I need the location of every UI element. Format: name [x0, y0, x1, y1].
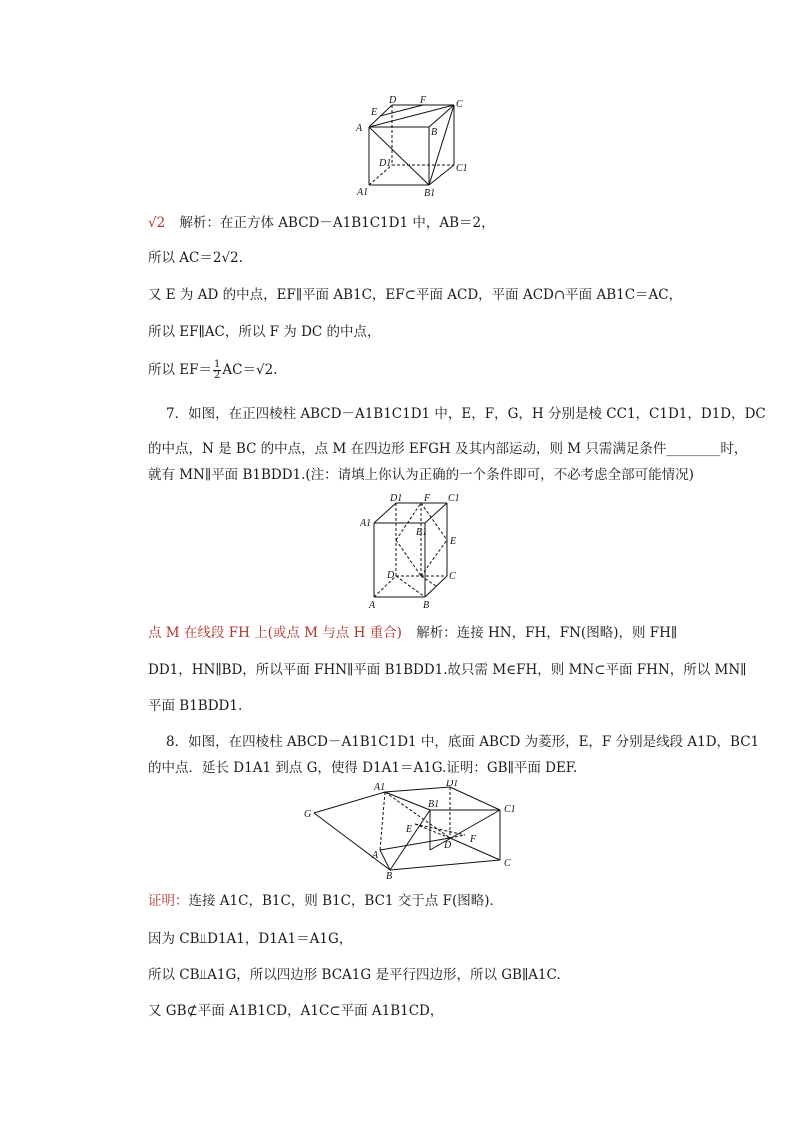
sol8-label: 证明：	[148, 893, 189, 909]
sol7-line1	[148, 624, 677, 642]
label-C: C	[456, 99, 463, 110]
sol7-answer: 点 M 在线段 FH 上(或点 M 与点 H 重合)	[148, 625, 402, 641]
label-C: C	[449, 571, 456, 582]
label-B: B	[386, 871, 393, 880]
sol6-text5a: 所以 EF＝	[148, 362, 213, 378]
sol8-line3: 所以 CB⫫A1G，所以四边形 BCA1G 是平行四边形，所以 GB∥A1C.	[148, 967, 561, 983]
label-D1: D1	[379, 158, 392, 169]
sol6-line2: 所以 AC＝2√2.	[148, 250, 243, 266]
sol6-line3: 又 E 为 AD 的中点，EF∥平面 AB1C，EF⊂平面 ACD，平面 ACD∩平面 AB1C＝AC，	[148, 287, 683, 303]
label-C1: C1	[456, 163, 468, 174]
label-C: C	[504, 858, 511, 869]
sol7-line3: 平面 B1BDD1.	[148, 698, 243, 714]
label-F: F	[420, 95, 427, 106]
fraction-half	[213, 360, 221, 381]
q8-line1: 8．如图，在四棱柱 ABCD－A1B1C1D1 中，底面 ABCD 为菱形，E，F 分别是线段 A1D，BC1	[166, 734, 760, 750]
sol6-text1: 解析：在正方体 ABCD－A1B1C1D1 中，AB＝2，	[179, 215, 495, 231]
fraction-numerator: 1	[214, 359, 221, 370]
label-A: A	[356, 123, 363, 134]
q7-line3: 就有 MN∥平面 B1BDD1.(注：请填上你认为正确的一个条件即可，不必考虑全部可能情况)	[148, 467, 694, 483]
sol8-line1	[148, 892, 503, 910]
q7-line1: 7．如图，在正四棱柱 ABCD－A1B1C1D1 中，E，F，G，H 分别是棱 CC1，C1D1，D1D，DC	[166, 406, 766, 422]
label-B1: B1	[424, 188, 436, 199]
label-B1: B1	[416, 527, 428, 538]
sol6-line4: 所以 EF∥AC，所以 F 为 DC 的中点，	[148, 324, 381, 340]
label-C1: C1	[504, 804, 516, 815]
sol6-text5b: AC＝√2.	[222, 362, 278, 378]
sol7-text1: 解析：连接 HN，FH，FN(图略)，则 FH∥	[416, 625, 678, 641]
label-A: A	[369, 600, 376, 610]
sol7-line2: DD1，HN∥BD，所以平面 FHN∥平面 B1BDD1.故只需 M∈FH，则 MN⊂平面 FHN，所以 MN∥	[148, 662, 747, 678]
label-B: B	[423, 600, 430, 610]
label-F: F	[470, 834, 477, 845]
label-D1: D1	[390, 493, 403, 504]
sol8-line2: 因为 CB⫫D1A1，D1A1＝A1G，	[148, 931, 353, 947]
q8-line2: 的中点．延长 D1A1 到点 G，使得 D1A1＝A1G.证明：GB∥平面 DEF.	[148, 760, 578, 776]
label-D: D	[387, 570, 395, 581]
label-G: G	[304, 809, 312, 820]
label-E: E	[406, 824, 413, 835]
figure-cube	[352, 95, 472, 200]
figure-prism	[360, 490, 470, 610]
label-B1: B1	[428, 799, 440, 810]
label-D: D	[444, 840, 452, 851]
label-D: D	[389, 95, 397, 106]
prism-g-diagram	[300, 780, 530, 880]
q7-line2: 的中点，N 是 BC 的中点，点 M 在四边形 EFGH 及其内部运动，则 M 只需满足条件________时，	[148, 441, 748, 457]
label-D1: D1	[446, 780, 459, 789]
sol6-answer: √2	[148, 215, 166, 231]
label-E: E	[371, 107, 378, 118]
label-B: B	[431, 127, 438, 138]
label-A1: A1	[360, 518, 372, 529]
label-F: F	[424, 493, 431, 504]
label-E: E	[450, 536, 457, 547]
fraction-denominator: 2	[214, 370, 221, 381]
sol6-line1	[148, 214, 495, 232]
sol8-line4: 又 GB⊄平面 A1B1CD，A1C⊂平面 A1B1CD，	[148, 1003, 444, 1019]
prism-diagram	[360, 490, 470, 610]
label-A1: A1	[374, 782, 386, 793]
figure-prism-g	[300, 780, 530, 880]
sol8-text1: 连接 A1C，B1C，则 B1C，BC1 交于点 F(图略)．	[188, 893, 504, 909]
cube-diagram	[352, 95, 472, 200]
label-C1: C1	[448, 493, 460, 504]
label-A1: A1	[357, 187, 369, 198]
sol6-line5	[148, 360, 277, 381]
label-A: A	[372, 850, 379, 861]
